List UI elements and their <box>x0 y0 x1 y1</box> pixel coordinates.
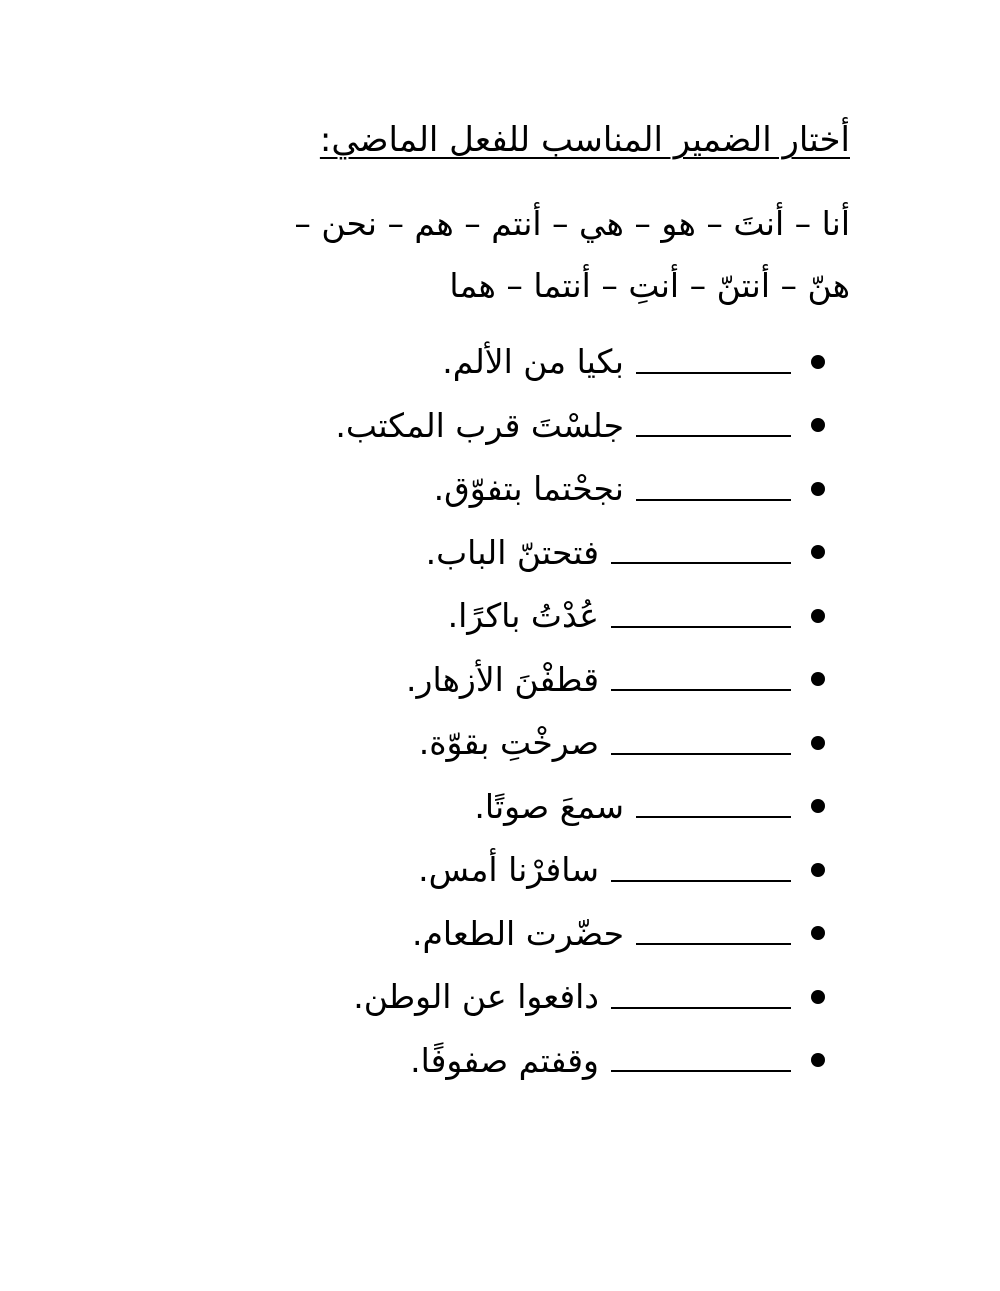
sentence-text: حضّرت الطعام. <box>412 913 624 953</box>
bullet-icon <box>811 1053 825 1067</box>
sentence-text: قطفْنَ الأزهار. <box>406 659 599 699</box>
list-item <box>335 648 825 712</box>
list-item <box>335 711 825 775</box>
pronoun-line: هنّ – أنتنّ – أنتِ – أنتما – هما <box>449 266 850 305</box>
bullet-icon <box>811 418 825 432</box>
bullet-icon <box>811 863 825 877</box>
answer-blank[interactable] <box>611 540 791 564</box>
bullet-icon <box>811 926 825 940</box>
sentence-text: نجحْتما بتفوّق. <box>433 469 624 509</box>
bullet-icon <box>811 609 825 623</box>
answer-blank[interactable] <box>611 985 791 1009</box>
answer-blank[interactable] <box>611 858 791 882</box>
list-item <box>335 965 825 1029</box>
bullet-icon <box>811 672 825 686</box>
bullet-icon <box>811 736 825 750</box>
pronoun-bank <box>170 193 850 317</box>
answer-blank[interactable] <box>636 921 791 945</box>
answer-blank[interactable] <box>636 477 791 501</box>
answer-blank[interactable] <box>636 350 791 374</box>
bullet-icon <box>811 482 825 496</box>
list-item <box>335 1029 825 1093</box>
bullet-icon <box>811 545 825 559</box>
sentence-text: عُدْتُ باكرًا. <box>447 596 599 636</box>
list-item <box>335 457 825 521</box>
sentence-text: وقفتم صفوفًا. <box>410 1040 599 1080</box>
list-item <box>335 838 825 902</box>
bullet-icon <box>811 799 825 813</box>
answer-blank[interactable] <box>611 731 791 755</box>
sentence-text: سمعَ صوتًا. <box>474 786 624 826</box>
sentence-text: دافعوا عن الوطن. <box>353 977 599 1017</box>
answer-blank[interactable] <box>611 667 791 691</box>
sentence-text: جلسْتَ قرب المكتب. <box>335 405 624 445</box>
list-item <box>335 775 825 839</box>
worksheet-title: أختار الضمير المناسب للفعل الماضي: <box>319 120 850 160</box>
bullet-icon <box>811 355 825 369</box>
answer-blank[interactable] <box>611 604 791 628</box>
list-item <box>335 584 825 648</box>
answer-blank[interactable] <box>636 794 791 818</box>
answer-blank[interactable] <box>611 1048 791 1072</box>
answer-blank[interactable] <box>636 413 791 437</box>
list-item <box>335 394 825 458</box>
sentence-text: بكيا من الألم. <box>442 342 624 382</box>
exercise-list <box>335 330 825 1092</box>
list-item <box>335 330 825 394</box>
pronoun-line: أنا – أنتَ – هو – هي – أنتم – هم – نحن – <box>294 204 850 243</box>
bullet-icon <box>811 990 825 1004</box>
sentence-text: صرخْتِ بقوّة. <box>418 723 599 763</box>
list-item <box>335 521 825 585</box>
sentence-text: سافرْنا أمس. <box>418 850 599 890</box>
sentence-text: فتحتنّ الباب. <box>425 532 599 572</box>
list-item <box>335 902 825 966</box>
